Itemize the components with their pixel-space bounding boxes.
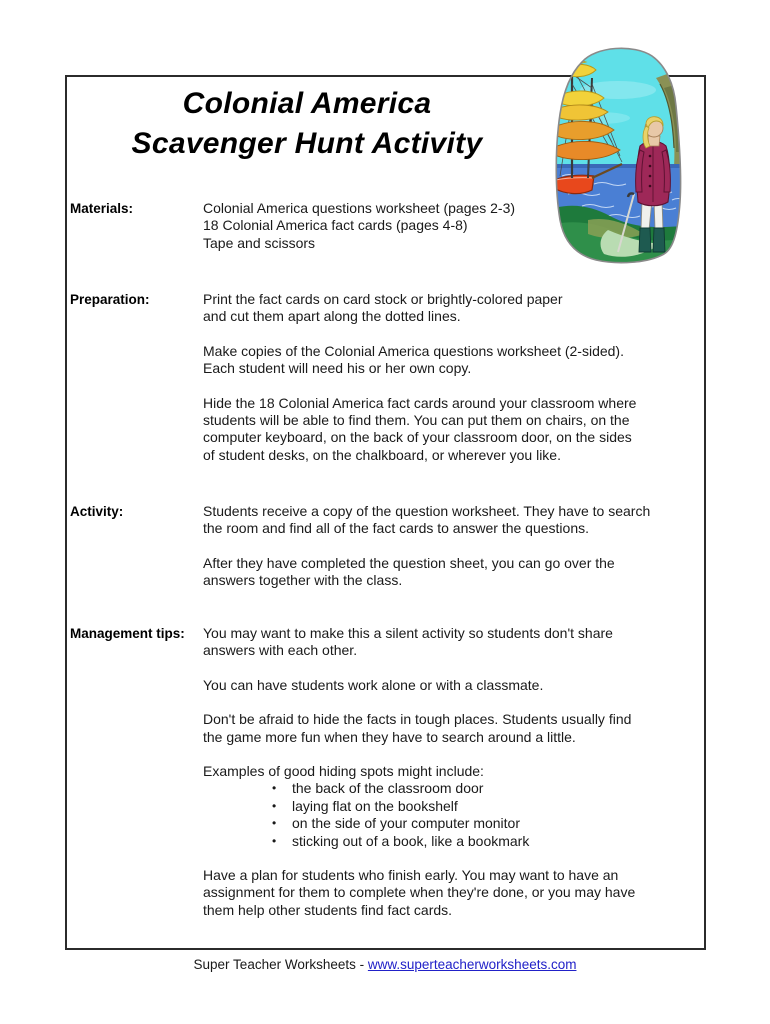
colonial-scene-illustration xyxy=(548,44,700,274)
section-body-activity xyxy=(203,503,700,590)
list-item xyxy=(203,815,700,832)
bullet-icon: • xyxy=(272,816,277,831)
list-item xyxy=(203,780,700,797)
paragraph xyxy=(203,625,700,660)
text-line: 18 Colonial America fact cards (pages 4-8) xyxy=(203,217,468,234)
footer xyxy=(0,957,770,972)
section-body-preparation xyxy=(203,291,700,464)
hiding-spots-list xyxy=(203,780,700,850)
paragraph xyxy=(203,867,700,919)
title-line-1: Colonial America xyxy=(182,87,432,120)
title-line-2: Scavenger Hunt Activity xyxy=(131,127,483,160)
text-line: of student desks, on the chalkboard, or wherever you like. xyxy=(203,446,561,463)
text-line: Students receive a copy of the question worksheet. They have to search xyxy=(203,503,651,519)
list-item xyxy=(203,833,700,850)
paragraph xyxy=(203,291,700,326)
text-line: Don't be afraid to hide the facts in tough places. Students usually find xyxy=(203,711,632,728)
section-label-activity: Activity: xyxy=(70,504,124,519)
list-item xyxy=(203,798,700,815)
paragraph xyxy=(203,343,700,378)
text-line: students will be able to find them. You can put them on chairs, on the xyxy=(203,412,630,429)
bullet-icon: • xyxy=(272,781,277,796)
paragraph xyxy=(203,711,700,746)
bullet-icon: • xyxy=(272,833,277,848)
text-line: You may want to make this a silent activity so students don't share xyxy=(203,625,613,641)
list-item-label: on the side of your computer monitor xyxy=(292,815,521,832)
paragraph xyxy=(203,555,700,590)
section-label-materials: Materials: xyxy=(70,201,134,216)
list-item-label: the back of the classroom door xyxy=(292,780,484,797)
text-line: the room and find all of the fact cards to answer the questions. xyxy=(203,520,589,537)
text-line: Hide the 18 Colonial America fact cards around your classroom where xyxy=(203,394,637,411)
paragraph xyxy=(203,395,700,465)
list-item-label: sticking out of a book, like a bookmark xyxy=(292,832,530,849)
text-line: answers with each other. xyxy=(203,642,358,659)
text-line: After they have completed the question sheet, you can go over the xyxy=(203,554,615,571)
text-line: Colonial America questions worksheet (pages 2-3) xyxy=(203,200,516,216)
text-line: computer keyboard, on the back of your classroom door, on the sides xyxy=(203,429,632,446)
paragraph-with-list xyxy=(203,763,700,850)
section-label-management-tips: Management tips: xyxy=(70,626,185,641)
section-label-preparation: Preparation: xyxy=(70,292,150,307)
text-line: answers together with the class. xyxy=(203,572,403,589)
text-line: Each student will need his or her own copy. xyxy=(203,360,472,377)
footer-site-name: Super Teacher Worksheets - xyxy=(193,957,368,972)
text-line: the game more fun when they have to search around a little. xyxy=(203,728,576,745)
text-line: assignment for them to complete when they're done, or you may have xyxy=(203,884,636,901)
list-item-label: laying flat on the bookshelf xyxy=(292,797,458,814)
text-line: You can have students work alone or with a classmate. xyxy=(203,676,544,693)
paragraph xyxy=(203,677,700,694)
text-line: Have a plan for students who finish early. You may want to have an xyxy=(203,867,619,884)
section-body-management-tips xyxy=(203,625,700,919)
text-line: Make copies of the Colonial America questions worksheet (2-sided). xyxy=(203,342,624,359)
footer-site-url-link[interactable]: www.superteacherworksheets.com xyxy=(367,957,577,972)
text-line: Print the fact cards on card stock or brightly-colored paper xyxy=(203,291,563,307)
text-line: Examples of good hiding spots might include: xyxy=(203,763,484,780)
text-line: them help other students find fact cards. xyxy=(203,901,453,918)
paragraph xyxy=(203,503,700,538)
bullet-icon: • xyxy=(272,798,277,813)
text-line: Tape and scissors xyxy=(203,234,316,251)
page-title xyxy=(72,84,542,164)
text-line: and cut them apart along the dotted lines. xyxy=(203,308,461,325)
